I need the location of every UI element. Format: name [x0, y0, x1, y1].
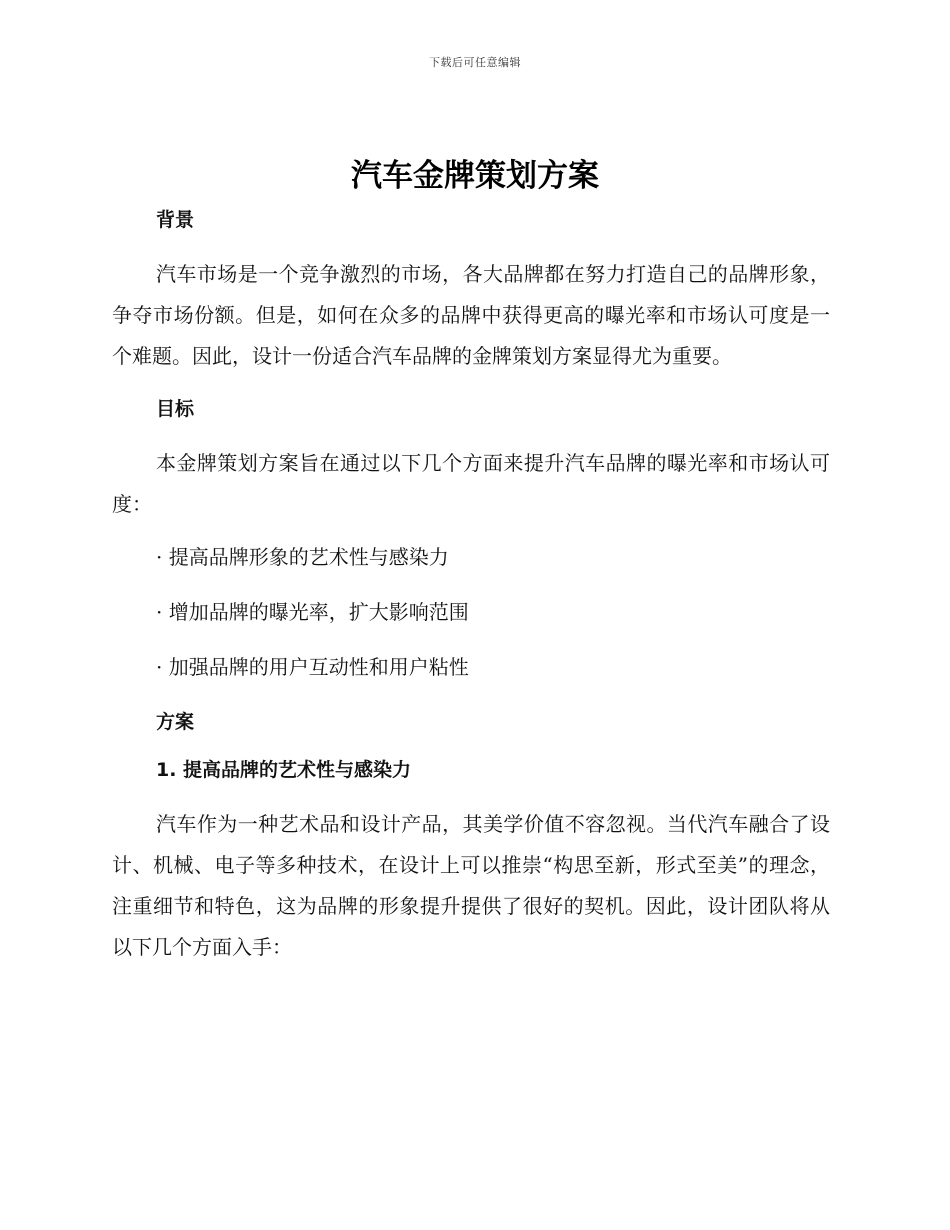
section-heading-plan: 方案: [156, 711, 195, 733]
plan-paragraph: 汽车作为一种艺术品和设计产品，其美学价值不容忽视。当代汽车融合了设计、机械、电子等多种技术，在设计上可以推崇“构思至新，形式至美”的理念，注重细节和特色，这为品牌的形象提升提供了很好的契机。因此，设计团队将从以下几个方面入手：: [112, 812, 830, 959]
section-heading-background: 背景: [156, 209, 195, 231]
plan-sub-heading: 1. 提高品牌的艺术性与感染力: [156, 759, 412, 781]
document-title: 汽车金牌策划方案: [351, 158, 599, 194]
goal-bullet-item: · 提高品牌形象的艺术性与感染力: [156, 545, 449, 569]
goal-paragraph: 本金牌策划方案旨在通过以下几个方面来提升汽车品牌的曝光率和市场认可度：: [112, 451, 830, 516]
goal-bullet-item: · 加强品牌的用户互动性和用户粘性: [156, 655, 469, 679]
section-heading-goal: 目标: [156, 398, 195, 420]
background-paragraph: 汽车市场是一个竞争激烈的市场，各大品牌都在努力打造自己的品牌形象，争夺市场份额。但是，如何在众多的品牌中获得更高的曝光率和市场认可度是一个难题。因此，设计一份适合汽车品牌的金牌策划方案显得尤为重要。: [112, 262, 830, 368]
goal-bullet-item: · 增加品牌的曝光率，扩大影响范围: [156, 600, 469, 624]
document-body: [112, 200, 830, 980]
header-note: 下载后可任意编辑: [429, 56, 521, 69]
